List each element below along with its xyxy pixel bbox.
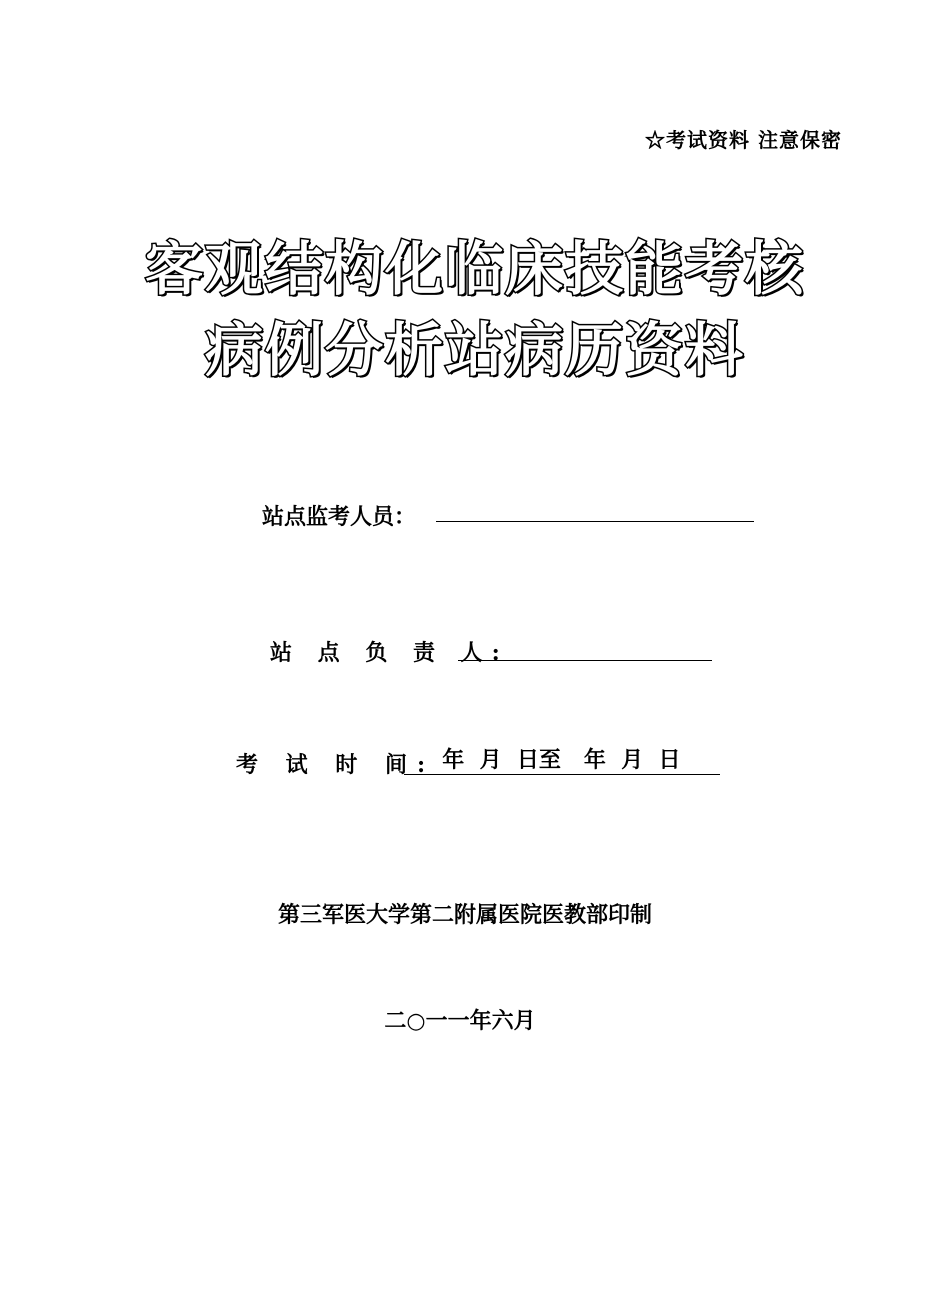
document-title-line-2: 病例分析站病历资料: [204, 316, 745, 384]
print-date: 二○一一年六月: [384, 1008, 536, 1034]
station-head-blank-line: [458, 660, 712, 661]
printer-line: 第三军医大学第二附属医院医教部印制: [277, 902, 652, 928]
document-title-line-1: 客观结构化临床技能考核: [144, 235, 805, 303]
proctor-label: 站点监考人员：: [262, 504, 417, 530]
confidential-note: ☆考试资料 注意保密: [645, 128, 842, 152]
proctor-blank-line: [436, 521, 754, 522]
station-head-label: 站 点 负 责 人:: [270, 640, 509, 666]
exam-time-label: 考 试 时 间:: [236, 752, 436, 778]
exam-time-value: 年 月 日至 年 月 日: [404, 746, 720, 775]
